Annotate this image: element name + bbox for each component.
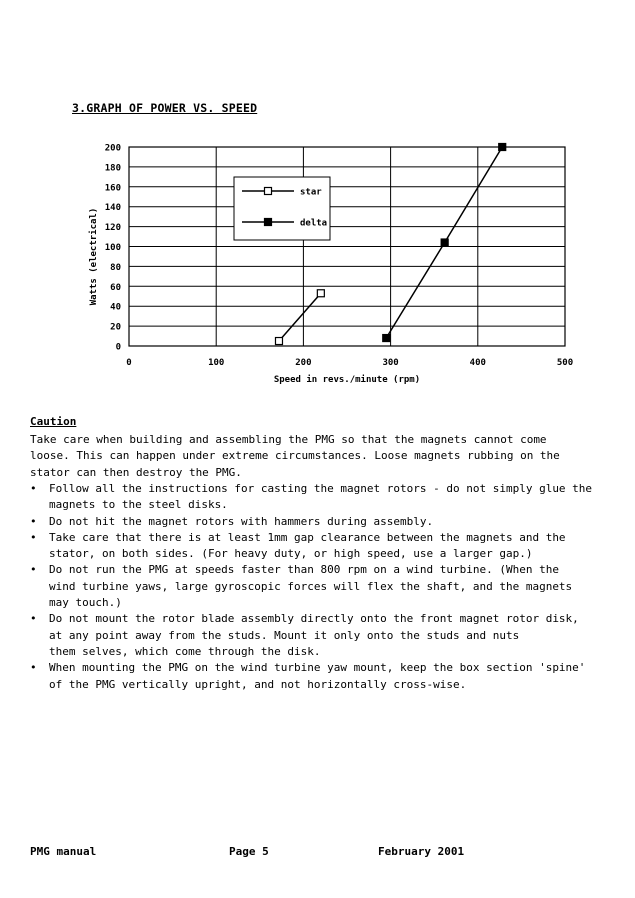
data-point-delta	[383, 335, 390, 342]
caution-bullet	[30, 530, 620, 563]
y-tick-label: 180	[104, 163, 121, 174]
caution-bullet-line: of the PMG vertically upright, and not horizontally cross-wise.	[49, 677, 467, 691]
caution-bullet-line: • Do not hit the magnet rotors with hammers during assembly.	[49, 514, 434, 528]
y-tick-label: 120	[104, 223, 121, 234]
series-line-star	[279, 293, 321, 341]
y-tick-label: 60	[110, 282, 121, 293]
y-tick-label: 0	[115, 342, 121, 353]
footer-page-number: Page 5	[229, 845, 269, 858]
caution-bullet-line: magnets to the steel disks.	[49, 498, 228, 512]
footer-document-title: PMG manual	[30, 845, 97, 858]
y-tick-label: 40	[110, 302, 121, 313]
caution-bullet-line: stator, on both sides. (For heavy duty, or high speed, use a larger gap.)	[49, 547, 533, 561]
x-tick-label: 200	[295, 358, 312, 368]
x-tick-label: 500	[556, 358, 574, 368]
y-tick-label: 20	[110, 322, 121, 333]
data-point-star	[317, 290, 324, 297]
section-heading: 3.GRAPH OF POWER VS. SPEED	[72, 101, 258, 115]
x-tick-label: 400	[469, 358, 486, 368]
caution-bullet-line: • Take care that there is at least 1mm gap clearance between the magnets and the	[49, 530, 566, 544]
y-tick-label: 100	[104, 243, 121, 253]
x-tick-label: 100	[208, 358, 225, 368]
y-tick-label: 160	[104, 183, 121, 194]
legend-box	[234, 177, 330, 240]
x-tick-label: 300	[382, 358, 399, 368]
y-tick-label: 80	[110, 262, 121, 273]
caution-bullet	[30, 660, 620, 693]
caution-bullet-line: may touch.)	[49, 596, 122, 610]
caution-title: Caution	[30, 415, 77, 428]
caution-bullet-list	[30, 481, 620, 693]
data-point-delta	[499, 144, 506, 151]
legend-label-delta: delta	[300, 218, 328, 229]
caution-bullet-line: them selves, which come through the disk.	[49, 644, 321, 658]
caution-bullet-line: • When mounting the PMG on the wind turbine yaw mount, keep the box section 'spine'	[49, 661, 586, 675]
x-tick-label: 0	[126, 358, 132, 368]
caution-bullet-line: wind turbine yaws, large gyroscopic forces will flex the shaft, and the magnets	[49, 579, 573, 593]
legend-label-star: star	[300, 187, 322, 198]
caution-intro-line: stator can then destroy the PMG.	[30, 465, 242, 479]
legend-marker-delta	[265, 219, 272, 226]
caution-intro	[30, 432, 610, 481]
caution-intro-line: Take care when building and assembling the PMG so that the magnets cannot come	[30, 433, 547, 446]
y-tick-label: 200	[104, 143, 121, 154]
caution-bullet	[30, 562, 620, 611]
caution-bullet	[30, 481, 620, 514]
legend-marker-star	[265, 188, 272, 195]
y-axis-label: Watts (electrical)	[89, 207, 99, 306]
y-tick-label: 140	[104, 203, 121, 214]
caution-bullet	[30, 611, 620, 660]
caution-bullet-line: at any point away from the studs. Mount it only onto the studs and nuts	[49, 628, 520, 642]
footer-date: February 2001	[378, 845, 465, 858]
caution-bullet	[30, 514, 620, 530]
data-point-delta	[441, 239, 448, 246]
x-axis-label: Speed in revs./minute (rpm)	[273, 375, 421, 385]
caution-bullet-line: • Do not mount the rotor blade assembly directly onto the front magnet rotor disk,	[49, 612, 579, 626]
data-point-star	[275, 338, 282, 345]
caution-bullet-line: • Follow all the instructions for casting the magnet rotors - do not simply glue the	[49, 482, 593, 495]
caution-bullet-line: • Do not run the PMG at speeds faster than 800 rpm on a wind turbine. (When the	[49, 563, 559, 577]
caution-intro-line: loose. This can happen under extreme circumstances. Loose magnets rubbing on the	[30, 449, 560, 463]
